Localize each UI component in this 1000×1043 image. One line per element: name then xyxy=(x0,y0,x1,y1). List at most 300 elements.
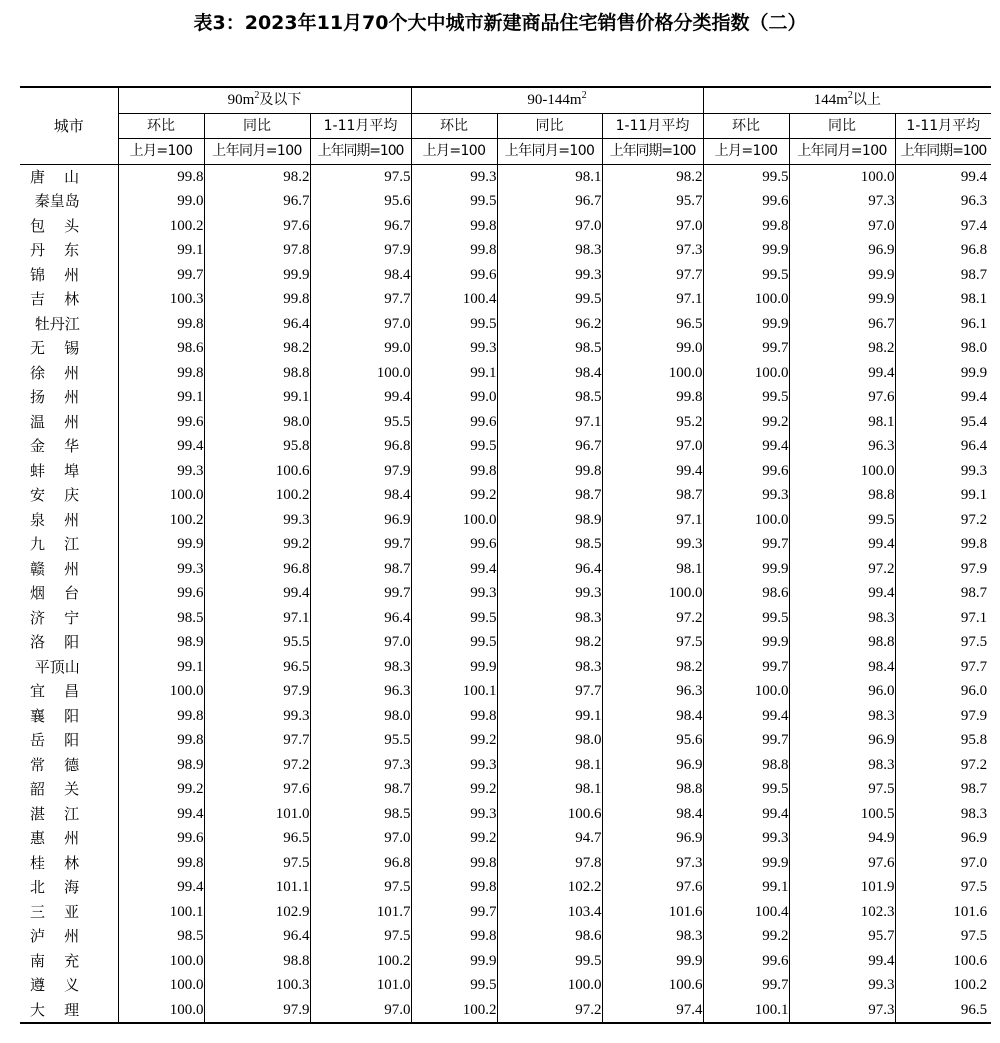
table-row xyxy=(20,238,991,263)
index-value: 101.0 xyxy=(310,973,411,998)
index-value: 98.8 xyxy=(204,361,310,386)
table-row xyxy=(20,287,991,312)
index-value: 99.9 xyxy=(411,949,497,974)
price-index-table xyxy=(20,86,991,1024)
index-value: 98.2 xyxy=(789,336,895,361)
index-value: 97.0 xyxy=(310,312,411,337)
city-name: 牡丹江 xyxy=(20,312,118,337)
index-value: 99.3 xyxy=(789,973,895,998)
index-value: 97.4 xyxy=(960,217,988,234)
index-value: 99.4 xyxy=(118,434,204,459)
index-value: 98.0 xyxy=(310,704,411,729)
group-header-small: $90m^2$及以下 xyxy=(118,87,411,113)
index-value: 97.2 xyxy=(960,756,988,773)
metric-header-yoy: 同比 xyxy=(204,113,310,139)
table-row xyxy=(20,312,991,337)
index-value: 97.1 xyxy=(497,410,602,435)
index-value: 100.1 xyxy=(118,900,204,925)
index-value: 98.5 xyxy=(118,924,204,949)
index-value: 99.7 xyxy=(411,900,497,925)
index-value: 102.9 xyxy=(204,900,310,925)
index-value: 99.7 xyxy=(703,973,789,998)
index-value: 97.9 xyxy=(960,560,988,577)
index-value: 97.4 xyxy=(602,998,703,1024)
table-row xyxy=(20,508,991,533)
index-value: 98.3 xyxy=(960,805,988,822)
index-value: 97.2 xyxy=(602,606,703,631)
table-row xyxy=(20,410,991,435)
index-value: 95.2 xyxy=(602,410,703,435)
index-value: 97.7 xyxy=(960,658,988,675)
index-value: 97.3 xyxy=(789,189,895,214)
index-value: 99.5 xyxy=(411,606,497,631)
index-value: 97.5 xyxy=(602,630,703,655)
index-value: 99.5 xyxy=(703,606,789,631)
index-value: 97.3 xyxy=(602,851,703,876)
index-value: 97.7 xyxy=(310,287,411,312)
index-value: 99.8 xyxy=(411,851,497,876)
index-value: 99.3 xyxy=(960,462,988,479)
group-header-medium: $90-144m^2$ xyxy=(411,87,703,113)
index-value: 99.2 xyxy=(411,777,497,802)
index-value: 100.0 xyxy=(118,973,204,998)
index-value: 98.6 xyxy=(703,581,789,606)
index-value: 100.3 xyxy=(118,287,204,312)
index-value: 98.4 xyxy=(310,263,411,288)
index-value: 99.6 xyxy=(411,410,497,435)
index-value: 101.7 xyxy=(310,900,411,925)
index-value: 99.5 xyxy=(789,508,895,533)
city-name: 温 州 xyxy=(20,410,118,435)
index-value: 96.4 xyxy=(204,924,310,949)
city-name: 宜 昌 xyxy=(20,679,118,704)
index-value: 96.7 xyxy=(204,189,310,214)
index-value: 98.2 xyxy=(204,336,310,361)
index-value: 97.1 xyxy=(602,287,703,312)
index-value: 99.9 xyxy=(960,364,988,381)
metric-header-avg: 1-11月平均 xyxy=(310,113,411,139)
city-column-header: 城市 xyxy=(20,87,118,164)
index-value: 100.0 xyxy=(118,998,204,1024)
index-value: 98.4 xyxy=(602,802,703,827)
index-value: 99.8 xyxy=(960,536,988,553)
base-header-same-month: 上年同月=100 xyxy=(204,139,310,165)
index-value: 98.3 xyxy=(497,238,602,263)
city-name: 平顶山 xyxy=(20,655,118,680)
index-value: 99.3 xyxy=(118,557,204,582)
table-title: 表3：2023年11月70个大中城市新建商品住宅销售价格分类指数（二） xyxy=(193,12,807,34)
index-value: 97.5 xyxy=(960,634,988,651)
index-value: 99.9 xyxy=(789,287,895,312)
index-value: 99.6 xyxy=(703,189,789,214)
metric-header-yoy: 同比 xyxy=(497,113,602,139)
city-name: 遵 义 xyxy=(20,973,118,998)
index-value: 97.5 xyxy=(310,875,411,900)
index-value: 99.8 xyxy=(118,851,204,876)
city-name: 扬 州 xyxy=(20,385,118,410)
index-value: 99.9 xyxy=(602,949,703,974)
base-header-prev-month: 上月=100 xyxy=(703,139,789,165)
index-value: 99.1 xyxy=(703,875,789,900)
table-row xyxy=(20,802,991,827)
index-value: 102.3 xyxy=(789,900,895,925)
index-value: 98.1 xyxy=(497,777,602,802)
index-value: 100.2 xyxy=(118,508,204,533)
index-value: 99.4 xyxy=(703,704,789,729)
index-value: 96.4 xyxy=(310,606,411,631)
index-value: 98.8 xyxy=(204,949,310,974)
table-row xyxy=(20,655,991,680)
index-value: 97.2 xyxy=(204,753,310,778)
index-value: 99.6 xyxy=(411,532,497,557)
index-value: 98.7 xyxy=(497,483,602,508)
city-name: 秦皇岛 xyxy=(20,189,118,214)
index-value: 99.4 xyxy=(310,385,411,410)
table-row xyxy=(20,679,991,704)
index-value: 99.5 xyxy=(703,263,789,288)
index-value: 97.9 xyxy=(204,679,310,704)
table-row xyxy=(20,753,991,778)
index-value: 99.3 xyxy=(497,263,602,288)
index-value: 100.0 xyxy=(703,508,789,533)
city-name: 无 锡 xyxy=(20,336,118,361)
index-value: 100.0 xyxy=(789,164,895,189)
index-value: 99.9 xyxy=(789,263,895,288)
index-value: 96.9 xyxy=(310,508,411,533)
index-value: 99.3 xyxy=(204,704,310,729)
index-value: 100.4 xyxy=(411,287,497,312)
index-value: 96.1 xyxy=(960,315,988,332)
index-value: 97.9 xyxy=(960,707,988,724)
index-value: 96.5 xyxy=(204,826,310,851)
index-value: 99.3 xyxy=(497,581,602,606)
index-value: 96.7 xyxy=(310,214,411,239)
index-value: 97.1 xyxy=(960,609,988,626)
index-value: 99.5 xyxy=(497,287,602,312)
index-value: 97.8 xyxy=(497,851,602,876)
table-row xyxy=(20,704,991,729)
group-header-large: $144m^2$以上 xyxy=(703,87,991,113)
index-value: 97.2 xyxy=(960,511,988,528)
table-row xyxy=(20,459,991,484)
city-name: 金 华 xyxy=(20,434,118,459)
index-value: 99.3 xyxy=(411,581,497,606)
index-value: 100.6 xyxy=(953,952,988,969)
index-value: 99.2 xyxy=(703,924,789,949)
table-body xyxy=(20,164,991,1023)
index-value: 98.8 xyxy=(602,777,703,802)
table-row xyxy=(20,263,991,288)
base-header-same-period: 上年同期=100 xyxy=(310,139,411,165)
city-name: 大 理 xyxy=(20,998,118,1024)
index-value: 98.3 xyxy=(789,704,895,729)
index-value: 98.9 xyxy=(497,508,602,533)
index-value: 97.6 xyxy=(789,385,895,410)
metric-header-mom: 环比 xyxy=(703,113,789,139)
index-value: 99.4 xyxy=(789,361,895,386)
index-value: 102.2 xyxy=(497,875,602,900)
index-value: 99.4 xyxy=(789,581,895,606)
index-value: 99.8 xyxy=(118,728,204,753)
city-name: 吉 林 xyxy=(20,287,118,312)
index-value: 99.0 xyxy=(602,336,703,361)
city-name: 三 亚 xyxy=(20,900,118,925)
index-value: 99.4 xyxy=(703,434,789,459)
city-name: 泸 州 xyxy=(20,924,118,949)
index-value: 98.5 xyxy=(118,606,204,631)
index-value: 97.6 xyxy=(204,777,310,802)
city-name: 洛 阳 xyxy=(20,630,118,655)
index-value: 99.8 xyxy=(411,875,497,900)
index-value: 99.3 xyxy=(411,802,497,827)
index-value: 100.2 xyxy=(310,949,411,974)
index-value: 99.8 xyxy=(118,164,204,189)
index-value: 96.3 xyxy=(602,679,703,704)
table-row xyxy=(20,385,991,410)
index-value: 100.1 xyxy=(703,998,789,1024)
index-value: 98.7 xyxy=(310,557,411,582)
index-value: 99.4 xyxy=(703,802,789,827)
index-value: 96.2 xyxy=(497,312,602,337)
index-value: 98.0 xyxy=(497,728,602,753)
index-value: 103.4 xyxy=(497,900,602,925)
index-value: 99.9 xyxy=(703,557,789,582)
index-value: 95.4 xyxy=(960,413,988,430)
index-value: 97.3 xyxy=(310,753,411,778)
index-value: 96.3 xyxy=(960,193,988,210)
metric-header-avg: 1-11月平均 xyxy=(895,113,991,139)
index-value: 97.0 xyxy=(310,630,411,655)
index-value: 99.7 xyxy=(703,728,789,753)
index-value: 97.6 xyxy=(789,851,895,876)
index-value: 98.6 xyxy=(118,336,204,361)
index-value: 96.8 xyxy=(960,242,988,259)
index-value: 98.3 xyxy=(497,655,602,680)
index-value: 98.2 xyxy=(602,164,703,189)
index-value: 97.0 xyxy=(602,434,703,459)
index-value: 99.4 xyxy=(602,459,703,484)
index-value: 98.8 xyxy=(703,753,789,778)
index-value: 99.2 xyxy=(703,410,789,435)
table-row xyxy=(20,581,991,606)
table-row xyxy=(20,606,991,631)
index-value: 99.3 xyxy=(411,753,497,778)
city-name: 九 江 xyxy=(20,532,118,557)
index-value: 99.8 xyxy=(497,459,602,484)
index-value: 100.0 xyxy=(118,679,204,704)
index-value: 100.0 xyxy=(789,459,895,484)
index-value: 98.0 xyxy=(204,410,310,435)
index-value: 99.5 xyxy=(703,164,789,189)
index-value: 96.0 xyxy=(960,683,988,700)
index-value: 94.9 xyxy=(789,826,895,851)
index-value: 96.9 xyxy=(789,238,895,263)
index-value: 98.8 xyxy=(789,483,895,508)
city-name: 济 宁 xyxy=(20,606,118,631)
city-name: 岳 阳 xyxy=(20,728,118,753)
index-value: 99.3 xyxy=(118,459,204,484)
city-name: 韶 关 xyxy=(20,777,118,802)
index-value: 97.9 xyxy=(204,998,310,1024)
index-value: 97.8 xyxy=(204,238,310,263)
index-value: 97.2 xyxy=(497,998,602,1024)
index-value: 97.0 xyxy=(310,826,411,851)
index-value: 97.1 xyxy=(204,606,310,631)
index-value: 97.5 xyxy=(310,924,411,949)
index-value: 98.7 xyxy=(960,585,988,602)
index-value: 98.4 xyxy=(602,704,703,729)
index-value: 98.1 xyxy=(960,291,988,308)
index-value: 98.3 xyxy=(310,655,411,680)
index-value: 99.8 xyxy=(703,214,789,239)
city-name: 湛 江 xyxy=(20,802,118,827)
city-name: 烟 台 xyxy=(20,581,118,606)
index-value: 100.6 xyxy=(204,459,310,484)
city-name: 蚌 埠 xyxy=(20,459,118,484)
index-value: 99.4 xyxy=(960,389,988,406)
index-value: 99.4 xyxy=(118,802,204,827)
table-row xyxy=(20,557,991,582)
index-value: 97.0 xyxy=(960,854,988,871)
index-value: 99.9 xyxy=(703,630,789,655)
index-value: 100.6 xyxy=(602,973,703,998)
index-value: 99.5 xyxy=(411,630,497,655)
index-value: 98.7 xyxy=(960,781,988,798)
index-value: 99.9 xyxy=(703,851,789,876)
index-value: 96.5 xyxy=(204,655,310,680)
index-value: 98.7 xyxy=(960,266,988,283)
index-value: 96.9 xyxy=(602,753,703,778)
table-row xyxy=(20,826,991,851)
index-value: 97.9 xyxy=(310,459,411,484)
index-value: 100.2 xyxy=(953,977,988,994)
index-value: 95.5 xyxy=(310,728,411,753)
index-value: 97.5 xyxy=(204,851,310,876)
index-value: 96.4 xyxy=(497,557,602,582)
city-name: 泉 州 xyxy=(20,508,118,533)
city-name: 包 头 xyxy=(20,214,118,239)
table-row xyxy=(20,777,991,802)
table-row xyxy=(20,336,991,361)
index-value: 98.7 xyxy=(310,777,411,802)
index-value: 99.3 xyxy=(411,164,497,189)
index-value: 95.8 xyxy=(204,434,310,459)
metric-header-avg: 1-11月平均 xyxy=(602,113,703,139)
index-value: 99.2 xyxy=(411,826,497,851)
index-value: 99.5 xyxy=(703,777,789,802)
index-value: 95.6 xyxy=(310,189,411,214)
index-value: 98.5 xyxy=(497,385,602,410)
index-value: 96.0 xyxy=(789,679,895,704)
base-header-prev-month: 上月=100 xyxy=(411,139,497,165)
index-value: 98.7 xyxy=(602,483,703,508)
index-value: 97.5 xyxy=(960,879,988,896)
index-value: 98.3 xyxy=(789,606,895,631)
index-value: 100.5 xyxy=(789,802,895,827)
city-name: 南 充 xyxy=(20,949,118,974)
index-value: 99.1 xyxy=(118,655,204,680)
base-header-same-period: 上年同期=100 xyxy=(602,139,703,165)
index-value: 100.0 xyxy=(118,949,204,974)
index-value: 97.7 xyxy=(602,263,703,288)
index-value: 99.0 xyxy=(118,189,204,214)
index-value: 99.9 xyxy=(118,532,204,557)
index-value: 99.6 xyxy=(703,949,789,974)
index-value: 100.0 xyxy=(118,483,204,508)
index-value: 100.0 xyxy=(411,508,497,533)
index-value: 97.9 xyxy=(310,238,411,263)
table-row xyxy=(20,875,991,900)
index-value: 97.3 xyxy=(602,238,703,263)
index-value: 97.6 xyxy=(602,875,703,900)
index-value: 97.5 xyxy=(310,164,411,189)
metric-header-mom: 环比 xyxy=(411,113,497,139)
index-value: 95.6 xyxy=(602,728,703,753)
index-value: 99.1 xyxy=(960,487,988,504)
table-row xyxy=(20,630,991,655)
index-value: 97.5 xyxy=(789,777,895,802)
index-value: 97.0 xyxy=(497,214,602,239)
index-value: 99.4 xyxy=(789,532,895,557)
index-value: 99.6 xyxy=(118,826,204,851)
index-value: 99.8 xyxy=(602,385,703,410)
index-value: 97.6 xyxy=(204,214,310,239)
city-name: 唐 山 xyxy=(20,164,118,189)
index-value: 98.2 xyxy=(204,164,310,189)
table-row xyxy=(20,361,991,386)
index-value: 98.3 xyxy=(497,606,602,631)
metric-header-mom: 环比 xyxy=(118,113,204,139)
index-value: 97.0 xyxy=(310,998,411,1024)
index-value: 99.1 xyxy=(204,385,310,410)
index-value: 96.9 xyxy=(602,826,703,851)
index-value: 100.6 xyxy=(497,802,602,827)
index-value: 97.3 xyxy=(789,998,895,1024)
index-value: 99.7 xyxy=(703,655,789,680)
index-value: 96.5 xyxy=(602,312,703,337)
index-value: 99.6 xyxy=(703,459,789,484)
index-value: 99.6 xyxy=(411,263,497,288)
index-value: 99.2 xyxy=(204,532,310,557)
index-value: 97.7 xyxy=(497,679,602,704)
index-value: 98.9 xyxy=(118,753,204,778)
index-value: 99.4 xyxy=(204,581,310,606)
index-value: 98.6 xyxy=(497,924,602,949)
index-value: 99.5 xyxy=(497,949,602,974)
index-value: 96.5 xyxy=(895,998,991,1024)
city-name: 北 海 xyxy=(20,875,118,900)
index-value: 97.0 xyxy=(602,214,703,239)
index-value: 98.5 xyxy=(310,802,411,827)
index-value: 98.8 xyxy=(789,630,895,655)
index-value: 98.3 xyxy=(789,753,895,778)
city-name: 襄 阳 xyxy=(20,704,118,729)
index-value: 99.8 xyxy=(118,704,204,729)
index-value: 98.1 xyxy=(497,164,602,189)
city-name: 锦 州 xyxy=(20,263,118,288)
index-value: 98.1 xyxy=(602,557,703,582)
city-name: 丹 东 xyxy=(20,238,118,263)
index-value: 98.4 xyxy=(497,361,602,386)
index-value: 99.1 xyxy=(411,361,497,386)
index-value: 99.4 xyxy=(960,168,988,185)
index-value: 99.3 xyxy=(703,826,789,851)
table-row xyxy=(20,924,991,949)
metric-header-yoy: 同比 xyxy=(789,113,895,139)
index-value: 98.5 xyxy=(497,336,602,361)
index-value: 99.1 xyxy=(118,385,204,410)
index-value: 99.7 xyxy=(310,581,411,606)
